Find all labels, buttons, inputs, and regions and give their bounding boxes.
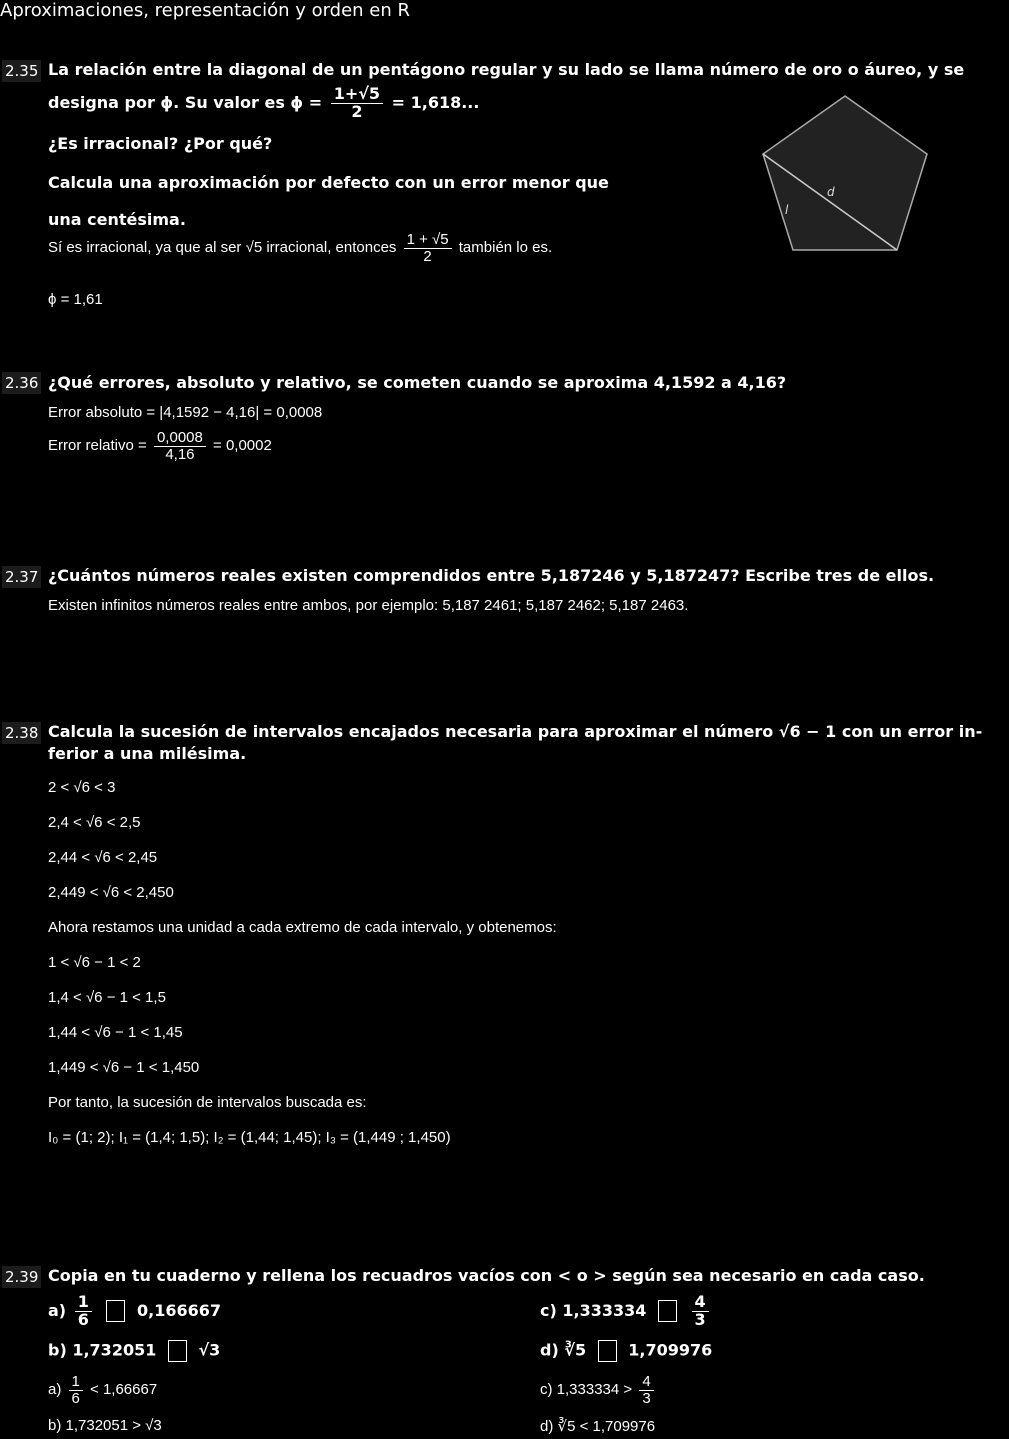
question-text: designa por ϕ. Su valor es ϕ = $\frac{1+√5}{2}$ = 1,618... — [48, 84, 480, 121]
question-text: La relación entre la diagonal de un pentágono regular y su lado se llama número de oro o áureo, y se — [48, 60, 965, 79]
question-item-d: d) ∛5 1,709976 — [540, 1340, 712, 1362]
question-item-b: b) 1,732051 √3 — [48, 1340, 220, 1362]
svg-text:d: d — [827, 185, 835, 199]
question-text: Calcula una aproximación por defecto con un error menor que — [48, 173, 609, 192]
question-text: Copia en tu cuaderno y rellena los recuadros vacíos con < o > según sea necesario en cada caso. — [48, 1266, 925, 1285]
problem-number: 2.39 — [2, 1266, 41, 1288]
answer-line: 2,449 < √6 < 2,450 — [48, 884, 174, 901]
answer-text: Sí es irracional, ya que al ser √5 irracional, entonces $\frac{1 + √5}{2}$ también lo es. — [48, 231, 553, 265]
problem-number: 2.35 — [2, 60, 41, 82]
answer-line: Por tanto, la sucesión de intervalos buscada es: — [48, 1094, 367, 1111]
page-header: Aproximaciones, representación y orden en R — [0, 0, 411, 21]
empty-box — [106, 1300, 125, 1322]
problem-number: 2.37 — [2, 566, 41, 588]
question-text: ¿Qué errores, absoluto y relativo, se cometen cuando se aproxima 4,1592 a 4,16? — [48, 373, 787, 392]
answer-item-b: b) 1,732051 > √3 — [48, 1417, 162, 1434]
answer-item-c: c) 1,333334 > $\frac{4}{3}$ — [540, 1374, 657, 1407]
empty-box — [658, 1300, 677, 1322]
problem-number: 2.38 — [2, 722, 41, 744]
question-text: ¿Cuántos números reales existen comprendidos entre 5,187246 y 5,187247? Escribe tres de ellos. — [48, 566, 935, 585]
answer-item-a: a) $\frac{1}{6}$ < 1,66667 — [48, 1373, 158, 1407]
answer-line: 1,44 < √6 − 1 < 1,45 — [48, 1024, 183, 1041]
answer-text: Existen infinitos números reales entre ambos, por ejemplo: 5,187 2461; 5,187 2462; 5,187 2463. — [48, 597, 689, 614]
answer-line: 2,44 < √6 < 2,45 — [48, 849, 158, 866]
pentagon-figure — [755, 90, 935, 260]
question-text: Calcula la sucesión de intervalos encajados necesaria para aproximar el número √6 − 1 con un error in- — [48, 722, 983, 741]
answer-text: Error relativo = $\frac{0,0008}{4,16}$ = 0,0002 — [48, 429, 272, 463]
answer-line: 1,4 < √6 − 1 < 1,5 — [48, 989, 166, 1006]
svg-text:l: l — [785, 203, 789, 217]
answer-line: 2,4 < √6 < 2,5 — [48, 814, 141, 831]
question-text: ¿Es irracional? ¿Por qué? — [48, 134, 273, 153]
empty-box — [598, 1340, 617, 1362]
answer-line: I₀ = (1; 2); I₁ = (1,4; 1,5); I₂ = (1,44; 1,45); I₃ = (1,449 ; 1,450) — [48, 1129, 451, 1146]
answer-item-d: d) ∛5 < 1,709976 — [540, 1418, 656, 1435]
answer-text: ϕ = 1,61 — [48, 291, 103, 308]
empty-box — [168, 1340, 187, 1362]
answer-line: 2 < √6 < 3 — [48, 779, 116, 796]
question-text: ferior a una milésima. — [48, 744, 247, 763]
answer-line: Ahora restamos una unidad a cada extremo de cada intervalo, y obtenemos: — [48, 919, 557, 936]
question-text: una centésima. — [48, 210, 186, 229]
problem-number: 2.36 — [2, 372, 41, 394]
answer-line: 1,449 < √6 − 1 < 1,450 — [48, 1059, 200, 1076]
question-item-c: c) 1,333334 $\frac{4}{3}$ — [540, 1294, 712, 1329]
answer-line: 1 < √6 − 1 < 2 — [48, 954, 141, 971]
answer-text: Error absoluto = |4,1592 − 4,16| = 0,0008 — [48, 404, 323, 421]
question-item-a: a) $\frac{1}{6}$ 0,166667 — [48, 1292, 221, 1329]
